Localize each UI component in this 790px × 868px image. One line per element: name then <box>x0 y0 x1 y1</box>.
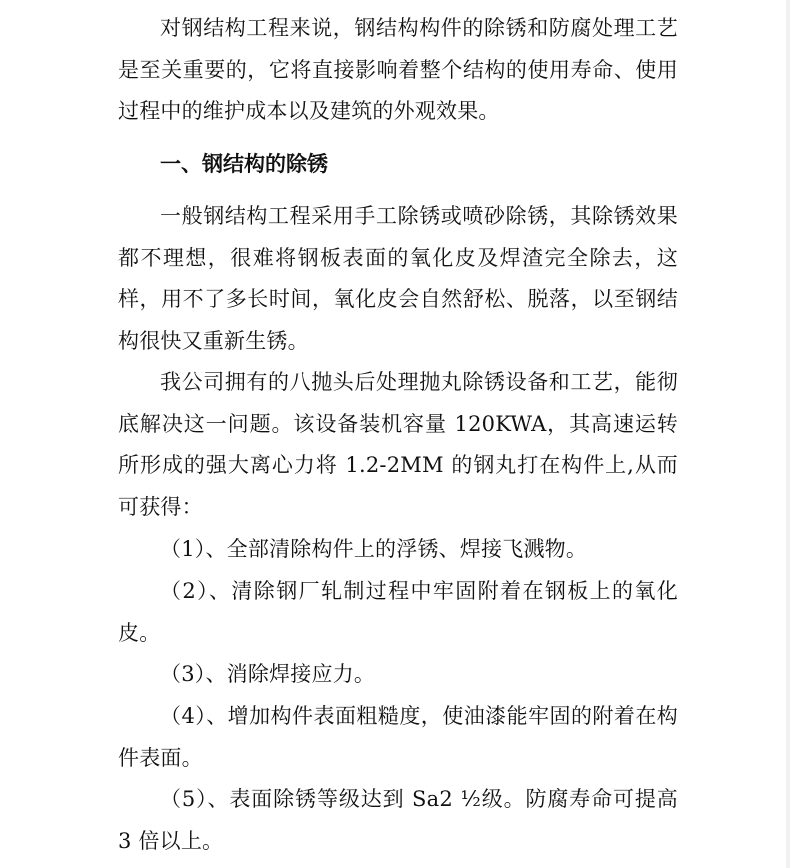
list-item-4: （4）、增加构件表面粗糙度，使油漆能牢固的附着在构件表面。 <box>118 704 678 770</box>
list-item-2: （2）、清除钢厂轧制过程中牢固附着在钢板上的氧化皮。 <box>118 579 678 645</box>
intro-paragraph: 对钢结构工程来说，钢结构构件的除锈和防腐处理工艺是至关重要的，它将直接影响着整个结构的使用寿命、使用过程中的维护成本以及建筑的外观效果。 <box>118 16 678 123</box>
paragraph-1: 一般钢结构工程采用手工除锈或喷砂除锈，其除锈效果都不理想，很难将钢板表面的氧化皮及焊渣完全除去，这样，用不了多长时间，氧化皮会自然舒松、脱落，以至钢结构很快又重新生锈。 <box>118 204 678 353</box>
section-heading: 一、钢结构的除锈 <box>160 152 328 176</box>
list-item-3: （3）、消除焊接应力。 <box>160 662 376 686</box>
list-item-1: （1）、全部清除构件上的浮锈、焊接飞溅物。 <box>160 537 588 561</box>
page-edge <box>786 0 790 868</box>
list-item-5: （5）、表面除锈等级达到 Sa2 ½级。防腐寿命可提高 3 倍以上。 <box>118 787 678 853</box>
paragraph-2: 我公司拥有的八抛头后处理抛丸除锈设备和工艺，能彻底解决这一问题。该设备装机容量 120KWA，其高速运转所形成的强大离心力将 1.2-2MM 的钢丸打在构件上,从而可获得： <box>118 370 678 519</box>
